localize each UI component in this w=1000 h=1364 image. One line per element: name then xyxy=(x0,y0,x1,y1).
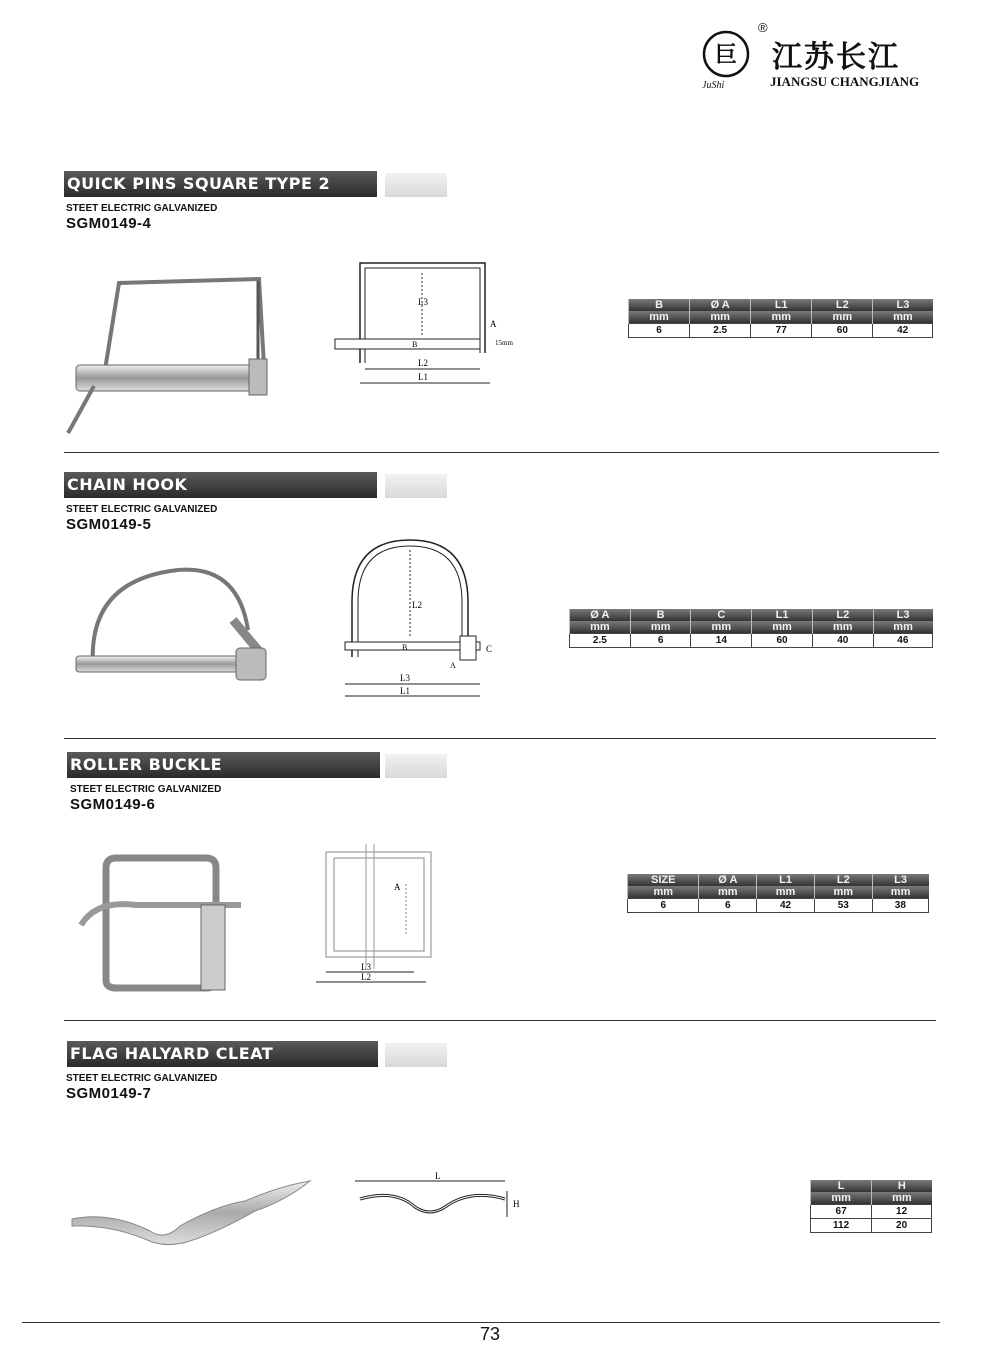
table-cell: 12 xyxy=(872,1205,932,1219)
unit-label: mm xyxy=(757,886,815,899)
svg-text:L3: L3 xyxy=(418,297,428,307)
table-row xyxy=(811,1219,932,1233)
svg-text:L: L xyxy=(435,1171,441,1181)
table-cell: 40 xyxy=(812,634,873,648)
product-section-quick-pins xyxy=(0,171,1000,451)
product-section-chain-hook xyxy=(0,472,1000,737)
table-row xyxy=(570,634,933,648)
section-divider xyxy=(64,738,936,739)
section-divider xyxy=(64,1020,936,1021)
registered-mark: ® xyxy=(758,20,768,35)
finish-label: STEET ELECTRIC GALVANIZED xyxy=(70,784,222,795)
section-title: QUICK PINS SQUARE TYPE 2 xyxy=(64,171,377,197)
column-header: B xyxy=(629,299,690,311)
column-header: L1 xyxy=(757,874,815,886)
column-header: C xyxy=(691,609,752,621)
spec-table xyxy=(628,299,933,338)
table-unit-row xyxy=(628,886,929,899)
table-header-row xyxy=(629,299,933,311)
color-swatch xyxy=(385,754,447,778)
column-header: B xyxy=(630,609,691,621)
svg-text:L1: L1 xyxy=(418,372,428,382)
roller-buckle-drawing xyxy=(306,844,441,989)
column-header: L3 xyxy=(872,874,928,886)
svg-text:15mm: 15mm xyxy=(495,339,513,347)
svg-text:L2: L2 xyxy=(361,972,371,982)
column-header: H xyxy=(872,1180,932,1192)
column-header: L2 xyxy=(812,299,873,311)
table-unit-row xyxy=(811,1192,932,1205)
finish-label: STEET ELECTRIC GALVANIZED xyxy=(66,504,218,515)
unit-label: mm xyxy=(690,311,751,324)
column-header: L3 xyxy=(873,299,933,311)
table-row xyxy=(811,1205,932,1219)
brand-name-english: JIANGSU CHANGJIANG xyxy=(770,74,920,89)
svg-text:B: B xyxy=(412,340,418,349)
finish-label: STEET ELECTRIC GALVANIZED xyxy=(66,203,218,214)
table-cell: 38 xyxy=(872,899,928,913)
flag-halyard-cleat-drawing xyxy=(355,1169,525,1224)
table-row xyxy=(628,899,929,913)
table-unit-row xyxy=(629,311,933,324)
table-header-row xyxy=(628,874,929,886)
table-header-row xyxy=(570,609,933,621)
unit-label: mm xyxy=(812,311,873,324)
color-swatch xyxy=(385,173,447,197)
unit-label: mm xyxy=(691,621,752,634)
quick-pin-photo xyxy=(64,271,274,436)
table-cell: 60 xyxy=(812,324,873,338)
product-code: SGM0149-6 xyxy=(70,796,156,813)
unit-label: mm xyxy=(814,886,872,899)
company-logo xyxy=(696,20,936,100)
spec-table xyxy=(627,874,929,913)
page-number: 73 xyxy=(480,1324,501,1344)
footer-divider xyxy=(22,1322,940,1323)
product-code: SGM0149-7 xyxy=(66,1085,152,1102)
unit-label: mm xyxy=(812,621,873,634)
section-divider xyxy=(64,452,939,453)
product-code: SGM0149-4 xyxy=(66,215,152,232)
product-section-roller-buckle xyxy=(0,752,1000,1017)
column-header: L2 xyxy=(814,874,872,886)
table-cell: 2.5 xyxy=(570,634,631,648)
unit-label: mm xyxy=(570,621,631,634)
column-header: L xyxy=(811,1180,872,1192)
unit-label: mm xyxy=(872,1192,932,1205)
table-cell: 77 xyxy=(751,324,812,338)
svg-text:L1: L1 xyxy=(400,686,410,696)
column-header: L3 xyxy=(873,609,932,621)
unit-label: mm xyxy=(873,621,932,634)
table-cell: 6 xyxy=(628,899,699,913)
unit-label: mm xyxy=(699,886,757,899)
section-title: ROLLER BUCKLE xyxy=(67,752,380,778)
table-cell: 42 xyxy=(757,899,815,913)
table-unit-row xyxy=(570,621,933,634)
table-cell: 14 xyxy=(691,634,752,648)
unit-label: mm xyxy=(630,621,691,634)
finish-label: STEET ELECTRIC GALVANIZED xyxy=(66,1073,218,1084)
unit-label: mm xyxy=(873,311,933,324)
svg-text:L3: L3 xyxy=(361,962,371,972)
table-cell: 67 xyxy=(811,1205,872,1219)
table-cell: 6 xyxy=(629,324,690,338)
column-header: L2 xyxy=(812,609,873,621)
column-header: Ø A xyxy=(699,874,757,886)
table-cell: 42 xyxy=(873,324,933,338)
unit-label: mm xyxy=(872,886,928,899)
jushi-emblem-icon xyxy=(696,24,762,90)
table-cell: 2.5 xyxy=(690,324,751,338)
svg-text:B: B xyxy=(402,643,408,652)
table-cell: 46 xyxy=(873,634,932,648)
svg-text:H: H xyxy=(513,1199,520,1209)
table-header-row xyxy=(811,1180,932,1192)
product-code: SGM0149-5 xyxy=(66,516,152,533)
svg-text:L3: L3 xyxy=(400,673,410,683)
roller-buckle-photo xyxy=(76,850,246,1000)
chain-hook-drawing xyxy=(340,532,510,702)
column-header: SIZE xyxy=(628,874,699,886)
table-cell: 60 xyxy=(752,634,813,648)
unit-label: mm xyxy=(811,1192,872,1205)
unit-label: mm xyxy=(629,311,690,324)
brand-name-chinese: 江苏长江 xyxy=(772,40,900,75)
svg-text:L2: L2 xyxy=(412,600,422,610)
column-header: Ø A xyxy=(690,299,751,311)
table-cell: 6 xyxy=(630,634,691,648)
unit-label: mm xyxy=(628,886,699,899)
svg-text:A: A xyxy=(394,882,401,892)
column-header: Ø A xyxy=(570,609,631,621)
svg-text:A: A xyxy=(450,661,456,670)
section-title: FLAG HALYARD CLEAT xyxy=(67,1041,378,1067)
unit-label: mm xyxy=(751,311,812,324)
color-swatch xyxy=(385,1043,447,1067)
table-cell: 20 xyxy=(872,1219,932,1233)
table-cell: 112 xyxy=(811,1219,872,1233)
jushi-mark: JuShi xyxy=(702,80,725,90)
column-header: L1 xyxy=(751,299,812,311)
section-title: CHAIN HOOK xyxy=(64,472,377,498)
table-cell: 53 xyxy=(814,899,872,913)
table-cell: 6 xyxy=(699,899,757,913)
color-swatch xyxy=(385,474,447,498)
svg-text:L2: L2 xyxy=(418,358,428,368)
table-row xyxy=(629,324,933,338)
svg-text:C: C xyxy=(486,644,493,654)
unit-label: mm xyxy=(752,621,813,634)
product-section-flag-halyard-cleat xyxy=(0,1041,1000,1311)
quick-pin-drawing xyxy=(330,253,530,393)
spec-table xyxy=(569,609,933,648)
flag-halyard-cleat-photo xyxy=(70,1171,315,1251)
spec-table xyxy=(810,1180,932,1233)
svg-text:A: A xyxy=(490,319,497,329)
column-header: L1 xyxy=(752,609,813,621)
chain-hook-photo xyxy=(68,560,278,695)
svg-text:巨: 巨 xyxy=(714,42,738,68)
